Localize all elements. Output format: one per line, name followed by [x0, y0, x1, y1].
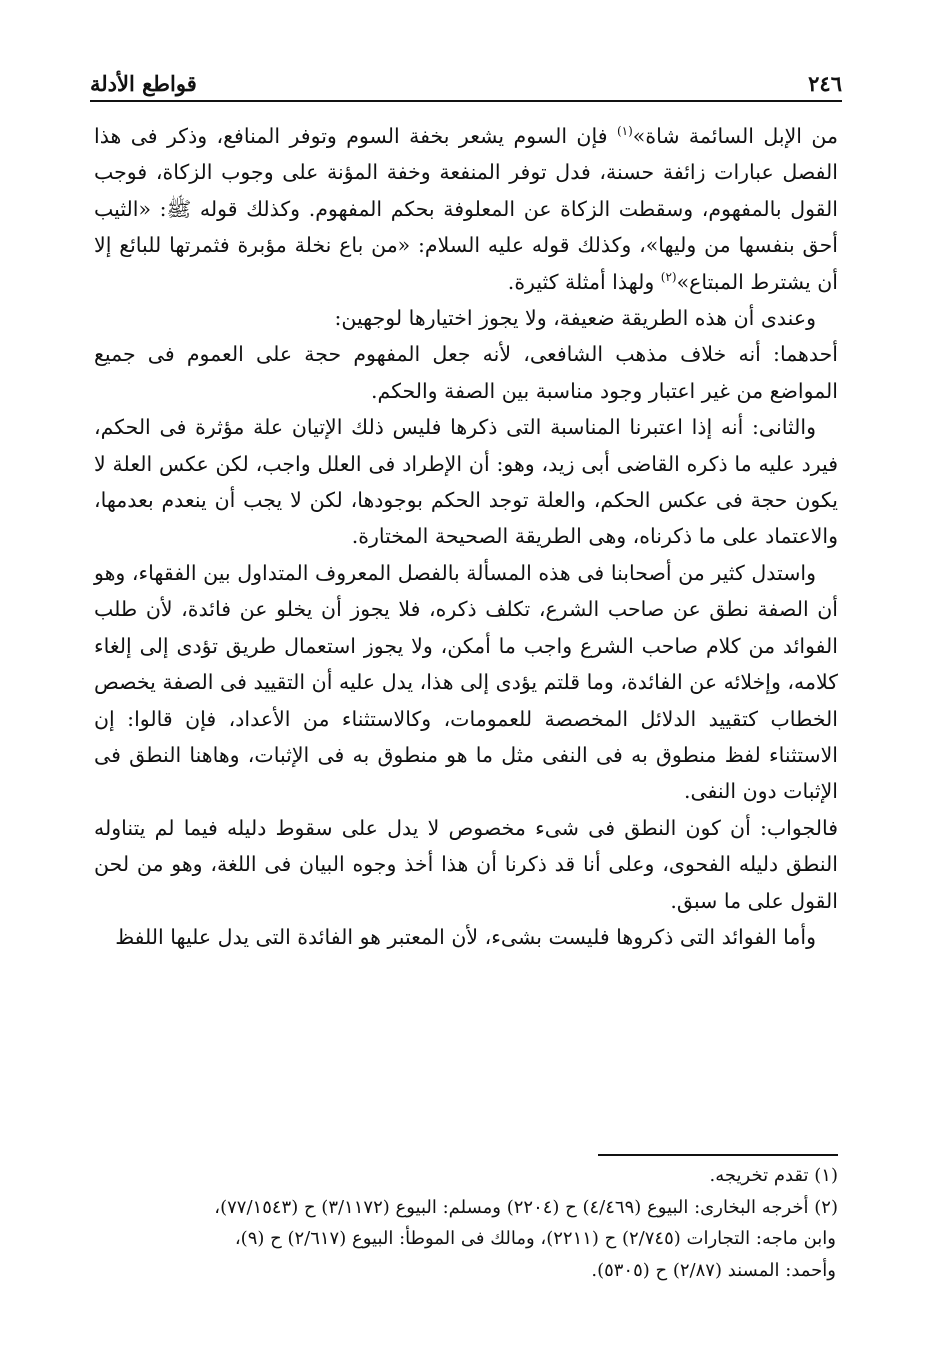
footnote-2-line-3: وأحمد: المسند (٢/٨٧) ح (٥٣٠٥).: [591, 1259, 836, 1281]
header-rule: [90, 100, 842, 102]
main-text: [94, 118, 838, 955]
page-number: ٢٤٦: [808, 71, 842, 96]
running-header: [90, 62, 842, 96]
footnote-1: (١) تقدم تخريجه.: [709, 1165, 838, 1186]
paragraph-7: وأما الفوائد التى ذكروها فليست بشىء، لأن المعتبر هو الفائدة التى يدل عليها اللفظ: [115, 924, 816, 949]
footnotes: [94, 1160, 838, 1286]
footnote-ref-2: (٢): [660, 269, 677, 284]
paragraph-2: وعندى أن هذه الطريقة ضعيفة، ولا يجوز اختيارها لوجهين:: [334, 306, 816, 331]
footnote-2-line-2: وابن ماجه: التجارات (٢/٧٤٥) ح (٢٢١١)، ومالك فى الموطأ: البيوع (٢/٦١٧) ح (٩)،: [234, 1228, 836, 1249]
paragraph-4: والثانى: أنه إذا اعتبرنا المناسبة التى ذكرها فليس ذلك الإتيان علة مؤثرة فى الحكم، فيرد عليه ما ذكره القاضى أبى زيد، وهو: أن الإطراد فى العلل واجب، لكن عكس العلة لا يكون حجة فى عكس الحكم، والعلة توجد الحكم بوجودها، لكن لا يجب أن ينعدم بعدمها، والاعتماد على ما ذكرناه، وهى الطريقة الصحيحة المختارة.: [94, 415, 838, 549]
paragraph-6: فالجواب: أن كون النطق فى شىء مخصوص لا يدل على سقوط دليله فيما لم يتناوله النطق دليله الفحوى، وعلى أنا قد ذكرنا أن هذا أخذ وجوه البيان فى اللغة، وهو من لحن القول على ما سبق.: [94, 815, 838, 913]
book-title: قواطع الأدلة: [90, 71, 197, 96]
paragraph-5: واستدل كثير من أصحابنا فى هذه المسألة بالفصل المعروف المتداول بين الفقهاء، وهو أن الصفة نطق عن صاحب الشرع، تكلف ذكره، فلا يجوز أن يخلو عن فائدة، لأن طلب الفوائد من كلام صاحب الشرع واجب ما أمكن، ولا يجوز استعمال طريق تؤدى إلى إلغاء كلامه، وإخلائه عن الفائدة، وما قلتم يؤدى إلى هذا، يدل عليه أن التقييد فى الصفة يخصص الخطاب كتقييد الدلائل المخصصة للعمومات، وكالاستثناء من الأعداد، فإن قالوا: إن الاستثناء لفظ منطوق به فى النفى مثل ما هو منطوق به فى الإثبات، وهاهنا النطق فى الإثبات دون النفى.: [94, 560, 838, 804]
footnote-ref-1: (١): [616, 124, 633, 139]
footnote-2-line-1: (٢) أخرجه البخارى: البيوع (٤/٤٦٩) ح (٢٢٠٤) ومسلم: البيوع (٣/١١٧٢) ح (٧٧/١٥٤٣)،: [214, 1196, 838, 1218]
paragraph-1: من الإبل السائمة شاة»$^{(١)}$ فإن السوم يشعر بخفة السوم وتوفر المنافع، وذكر فى هذا الفصل عبارات زائفة حسنة، فدل توفر المنفعة وخفة المؤنة على وجوب الزكاة، فوجب القول بالمفهوم، وسقطت الزكاة عن المعلوفة بحكم المفهوم. وكذلك قوله ﷺ: «الثيب أحق بنفسها من وليها»، وكذلك قوله عليه السلام: «من باع نخلة مؤبرة فثمرتها للبائع إلا أن يشترط المبتاع»$^{(٢)}$ ولهذا أمثلة كثيرة.: [94, 124, 838, 294]
footnote-separator: [598, 1154, 838, 1156]
paragraph-3: أحدهما: أنه خلاف مذهب الشافعى، لأنه جعل المفهوم حجة على العموم فى جميع المواضع من غير اعتبار وجود مناسبة بين الصفة والحكم.: [94, 342, 838, 403]
